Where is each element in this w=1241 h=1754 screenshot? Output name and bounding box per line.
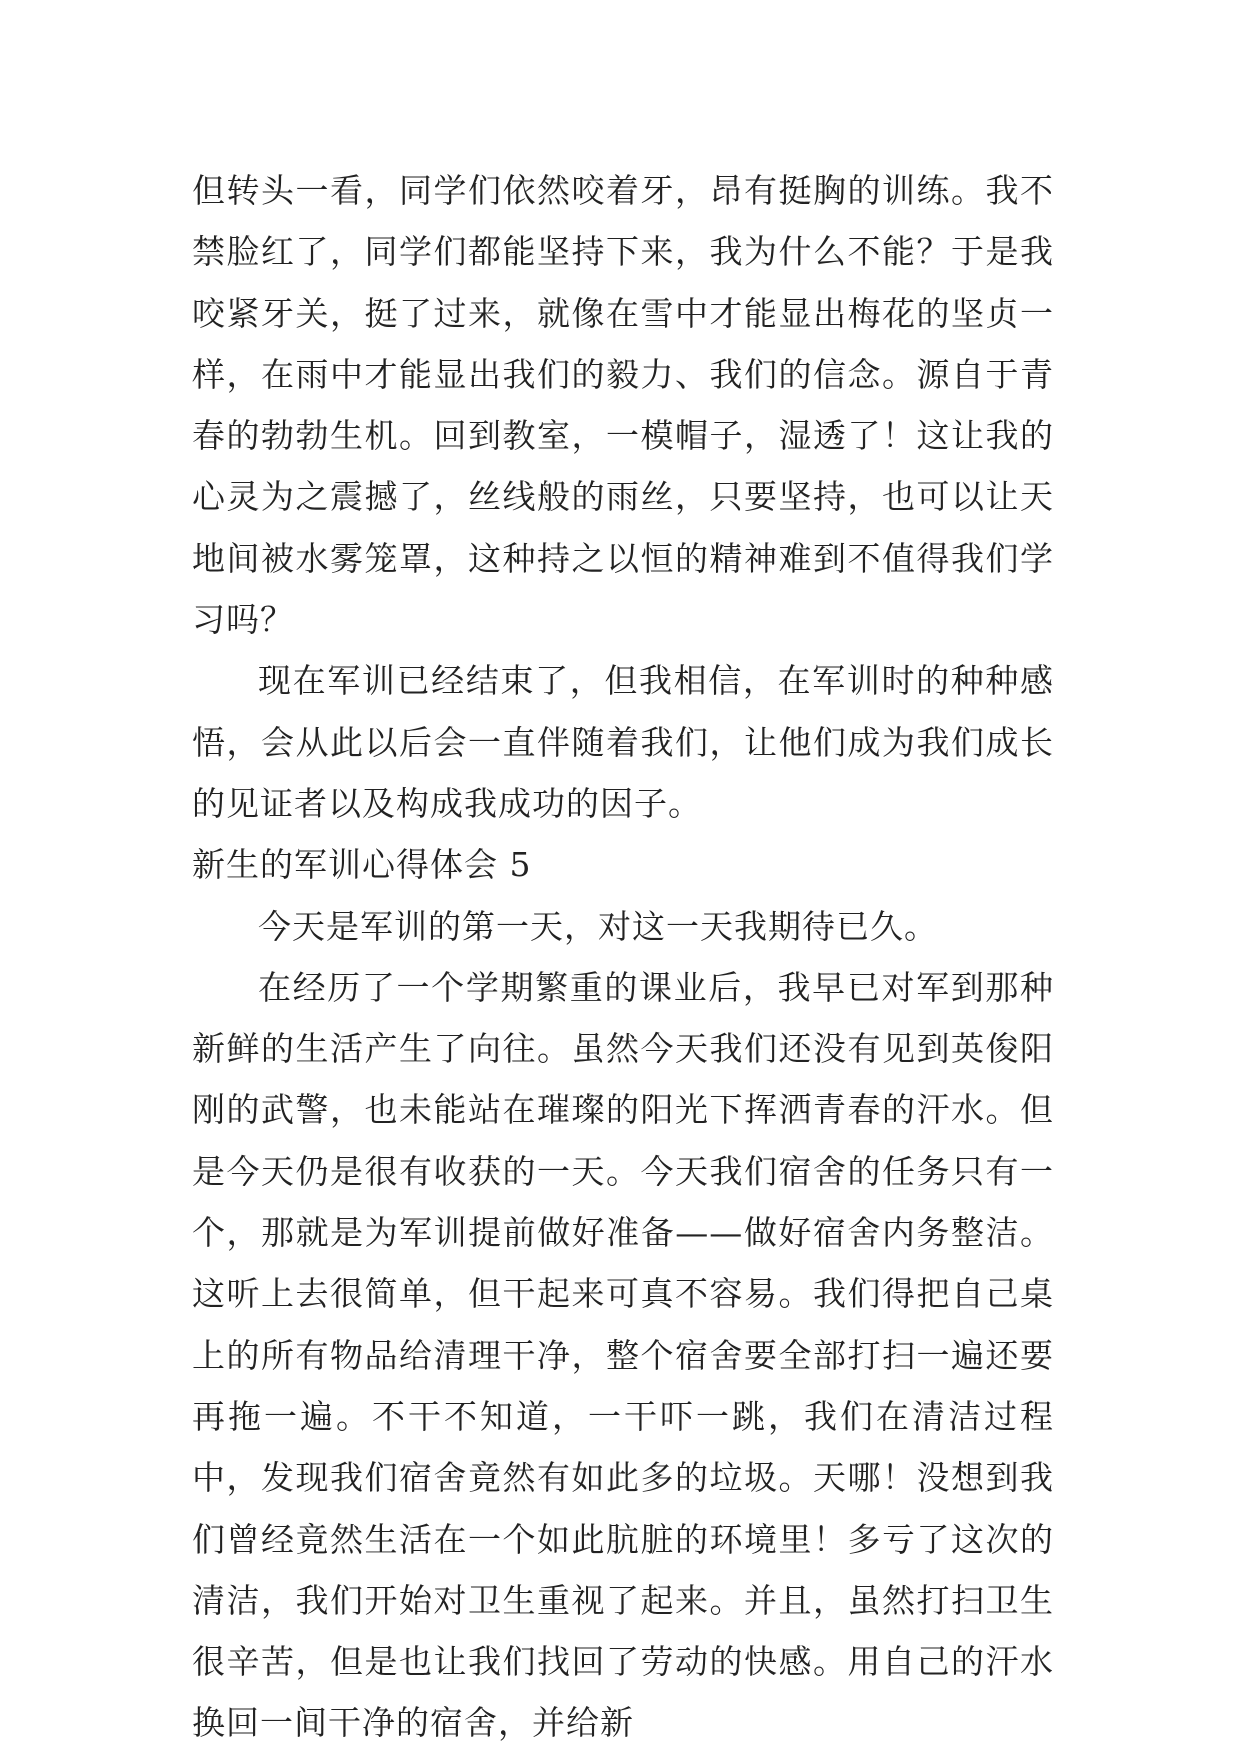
paragraph-3: 今天是军训的第一天，对这一天我期待已久。 <box>258 906 938 946</box>
paragraph-1: 但转头一看，同学们依然咬着牙，昂有挺胸的训练。我不禁脸红了，同学们都能坚持下来，我为什么不能？于是我咬紧牙关，挺了过来，就像在雪中才能显出梅花的坚贞一样，在雨中才能显出我们的毅力、我们的信念。源自于青春的勃勃生机。回到教室，一模帽子，湿透了！这让我的心灵为之震撼了，丝线般的雨丝，只要坚持，也可以让天地间被水雾笼罩，这种持之以恒的精神难到不值得我们学习吗？ <box>192 171 1054 640</box>
section-heading: 新生的军训心得体会 5 <box>192 845 532 885</box>
paragraph-4: 在经历了一个学期繁重的课业后，我早已对军到那种新鲜的生活产生了向往。虽然今天我们还没有见到英俊阳刚的武警，也未能站在璀璨的阳光下挥洒青春的汗水。但是今天仍是很有收获的一天。今天我们宿舍的任务只有一个，那就是为军训提前做好准备——做好宿舍内务整洁。这听上去很简单，但干起来可真不容易。我们得把自己桌上的所有物品给清理干净，整个宿舍要全部打扫一遍还要再拖一遍。不干不知道，一干吓一跳，我们在清洁过程中，发现我们宿舍竟然有如此多的垃圾。天哪！没想到我们曾经竟然生活在一个如此肮脏的环境里！多亏了这次的清洁，我们开始对卫生重视了起来。并且，虽然打扫卫生很辛苦，但是也让我们找回了劳动的快感。用自己的汗水换回一间干净的宿舍，并给新 <box>192 967 1054 1743</box>
paragraph-2: 现在军训已经结束了，但我相信，在军训时的种种感悟，会从此以后会一直伴随着我们，让他们成为我们成长的见证者以及构成我成功的因子。 <box>192 661 1054 823</box>
document-body <box>192 160 1054 1754</box>
